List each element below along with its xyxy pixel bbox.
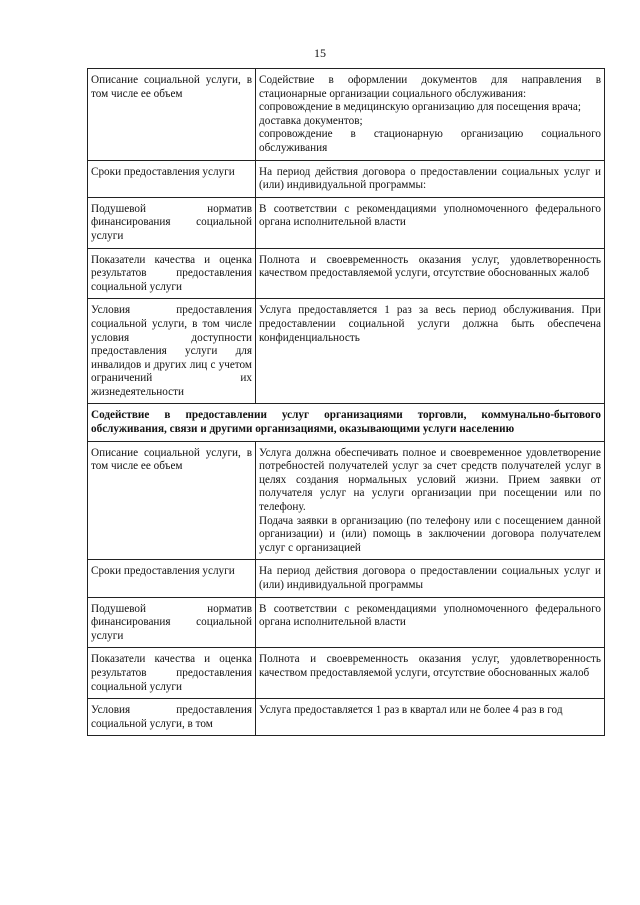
table-row <box>88 197 605 248</box>
value-line: Полнота и своевременность оказания услуг, удовлетворенность качеством предоставляемой услуги, отсутствие обоснованных жалоб <box>259 253 601 280</box>
row-label: Условия предоставления социальной услуги, в том числе условия доступности предоставления услуги для инвалидов и других лиц с учетом ограничений их жизнедеятельности <box>88 299 256 404</box>
value-line: сопровождение в медицинскую организацию для посещения врача; <box>259 101 581 114</box>
value-line: Полнота и своевременность оказания услуг, удовлетворенность качеством предоставляемой услуги, отсутствие обоснованных жалоб <box>259 653 601 679</box>
row-value <box>256 560 605 597</box>
value-line: Подача заявки в организацию (по телефону или с посещением данной организации) и (или) помощь в заключении договора получателем услуг с организацией <box>259 514 601 554</box>
row-label: Подушевой норматив финансирования социальной услуги <box>88 597 256 648</box>
row-value <box>256 699 605 736</box>
section-heading: Содействие в предоставлении услуг организациями торговли, коммунально-бытового обслуживания, связи и другими организациями, оказывающими услуги населению <box>88 404 605 441</box>
row-value <box>256 648 605 699</box>
row-label: Описание социальной услуги, в том числе ее объем <box>88 441 256 560</box>
row-value <box>256 197 605 248</box>
row-value <box>256 299 605 404</box>
table-row <box>88 248 605 299</box>
page-number: 15 <box>314 46 326 60</box>
row-value <box>256 441 605 560</box>
row-value <box>256 597 605 648</box>
table-row <box>88 441 605 560</box>
row-label: Сроки предоставления услуги <box>88 560 256 597</box>
table-row <box>88 69 605 161</box>
row-label: Подушевой норматив финансирования социальной услуги <box>88 197 256 248</box>
value-line: Услуга предоставляется 1 раз за весь период обслуживания. При предоставлении социальной услуги должна быть обеспечена конфиденциальность <box>259 304 601 344</box>
row-label: Показатели качества и оценка результатов предоставления социальной услуги <box>88 248 256 299</box>
row-label: Описание социальной услуги, в том числе ее объем <box>88 69 256 161</box>
table-row <box>88 648 605 699</box>
value-line: доставка документов; <box>259 114 363 127</box>
table-row <box>88 299 605 404</box>
row-value <box>256 69 605 161</box>
row-label: Показатели качества и оценка результатов предоставления социальной услуги <box>88 648 256 699</box>
value-line: Содействие в оформлении документов для направления в стационарные организации социального обслуживания: <box>259 74 601 100</box>
row-value <box>256 248 605 299</box>
table-row <box>88 160 605 197</box>
value-line: Услуга должна обеспечивать полное и своевременное удовлетворение потребностей получателей услуг за счет средств получателей услуг в целях создания нормальных условий жизни. Прием заявки от получателя услуг на услуги организации при посещении или по телефону. <box>259 446 601 514</box>
value-line: В соответствии с рекомендациями уполномоченного федерального органа исполнительной власти <box>259 202 601 229</box>
value-line: В соответствии с рекомендациями уполномоченного федерального органа исполнительной власти <box>259 602 601 629</box>
row-label: Сроки предоставления услуги <box>88 160 256 197</box>
table-row <box>88 560 605 597</box>
value-line: сопровождение в стационарную организацию социального обслуживания <box>259 128 601 154</box>
table-row <box>88 699 605 736</box>
value-line: Услуга предоставляется 1 раз в квартал или не более 4 раз в год <box>259 704 563 717</box>
table-row <box>88 597 605 648</box>
row-label: Условия предоставления социальной услуги, в том <box>88 699 256 736</box>
service-table <box>87 68 605 736</box>
section-row <box>88 404 605 441</box>
value-line: На период действия договора о предоставлении социальных услуг и (или) индивидуальной программы: <box>259 165 601 192</box>
value-line: На период действия договора о предоставлении социальных услуг и (или) индивидуальной программы <box>259 565 601 591</box>
row-value <box>256 160 605 197</box>
